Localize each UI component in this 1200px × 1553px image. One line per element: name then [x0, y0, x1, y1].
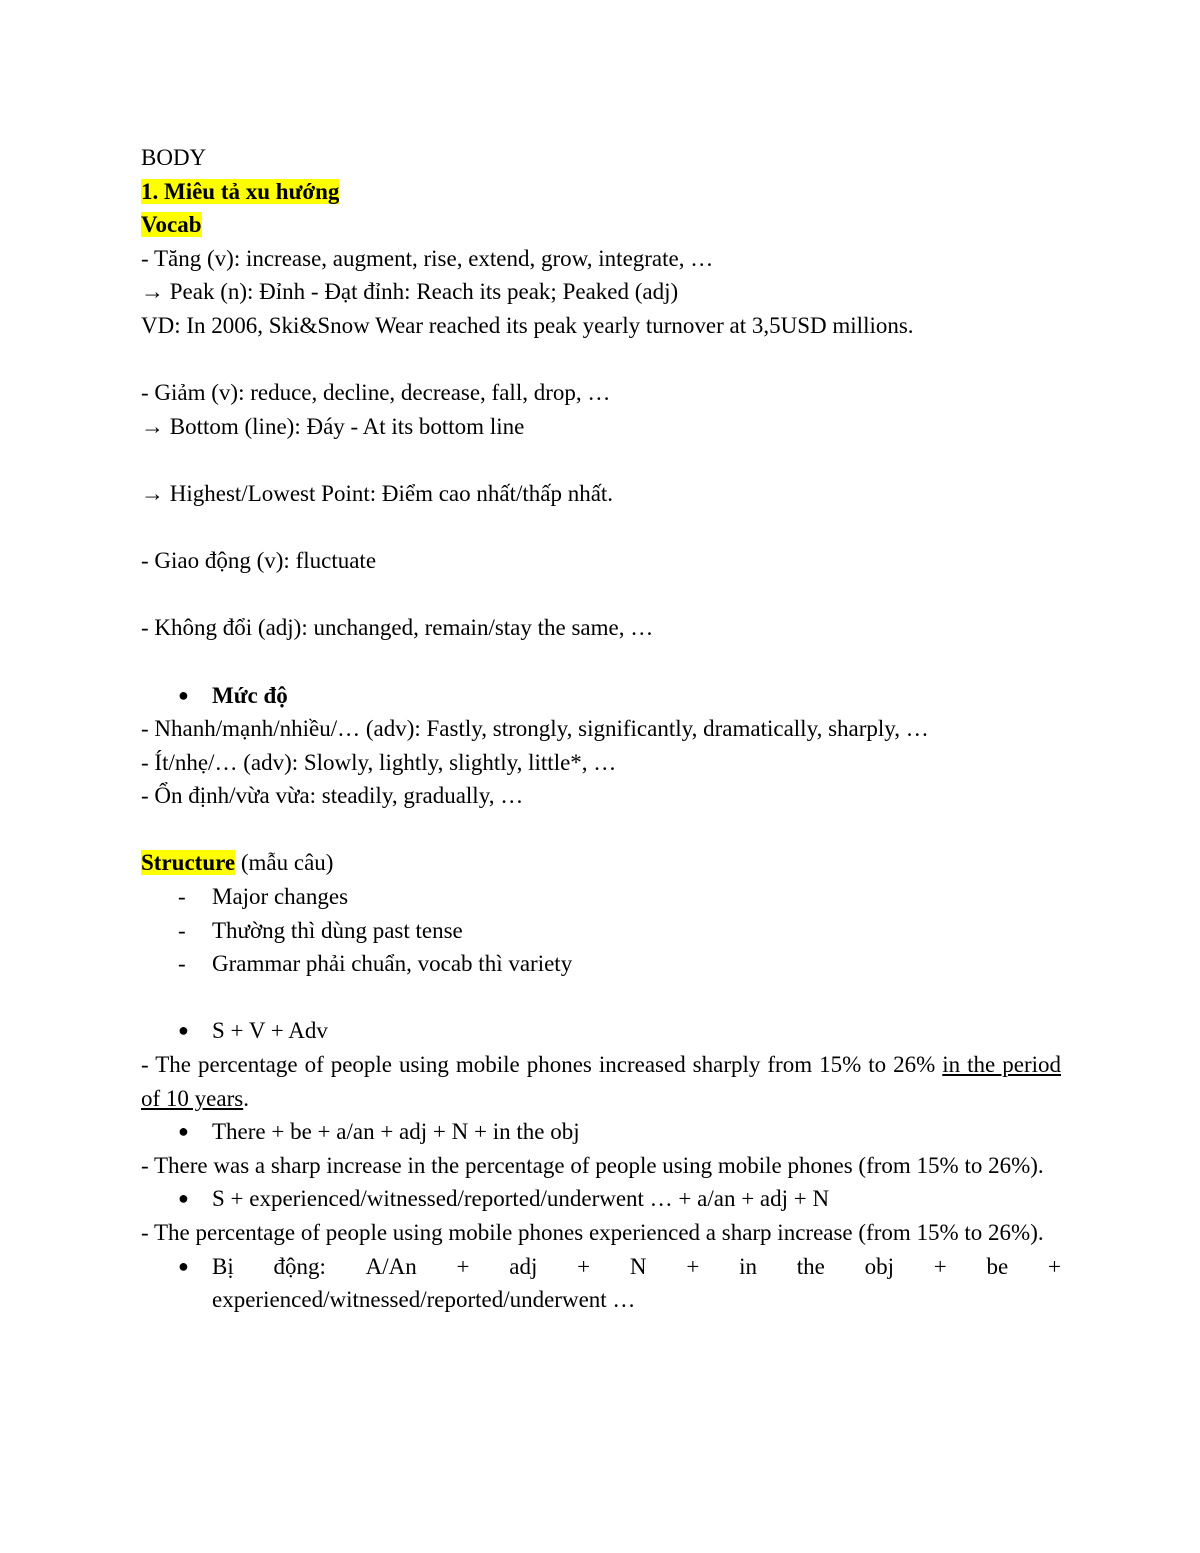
- structure-title: Structure: [141, 850, 236, 876]
- vocab-example-line: VD: In 2006, Ski&Snow Wear reached its peak yearly turnover at 3,5USD millions.: [141, 312, 914, 338]
- doc-heading: BODY: [141, 145, 207, 170]
- structure-item-text: Major changes: [212, 884, 349, 910]
- pattern-text: S + experienced/witnessed/reported/underwent … + a/an + adj + N: [212, 1186, 830, 1212]
- vocab-fluctuate-line: - Giao động (v): fluctuate: [141, 548, 377, 574]
- pattern-text: There + be + a/an + adj + N + in the obj: [212, 1119, 580, 1145]
- example-paragraph: - The percentage of people using mobile phones experienced a sharp increase (from 15% to 26%).: [141, 1220, 1044, 1245]
- example-underlined: in the period of 10 years: [141, 1052, 1061, 1111]
- passive-word: +: [933, 1253, 947, 1279]
- pattern-bullet: [141, 1115, 1061, 1149]
- bullet-dot-icon: ●: [178, 1020, 189, 1041]
- example-paragraph: [141, 1048, 1061, 1115]
- passive-word: +: [1047, 1253, 1061, 1279]
- passive-word: adj: [509, 1253, 538, 1279]
- vocab-unchanged-line: - Không đổi (adj): unchanged, remain/stay the same, …: [141, 615, 654, 641]
- degree-slow-line: - Ít/nhẹ/… (adv): Slowly, lightly, slightly, little*, …: [141, 749, 617, 775]
- structure-item: [141, 914, 1061, 948]
- structure-item: [141, 880, 1061, 914]
- structure-item-text: Thường thì dùng past tense: [212, 917, 463, 943]
- structure-heading: [141, 846, 1061, 880]
- structure-item: [141, 947, 1061, 981]
- bullet-dot-icon: ●: [178, 1188, 189, 1209]
- pattern-text: S + V + Adv: [212, 1018, 328, 1044]
- section-title: 1. Miêu tả xu hướng: [141, 178, 340, 204]
- passive-word: A/An: [365, 1253, 417, 1279]
- vocab-bottom-line: → Bottom (line): Đáy - At its bottom line: [141, 413, 525, 439]
- bullet-dot-icon: ●: [178, 1121, 189, 1142]
- vocab-title: Vocab: [141, 212, 202, 238]
- passive-word: be: [986, 1253, 1009, 1279]
- degree-steady-line: - Ổn định/vừa vừa: steadily, gradually, …: [141, 783, 524, 809]
- example-text: - The percentage of people using mobile phones increased sharply from 15% to 26%: [141, 1052, 943, 1078]
- passive-word: +: [686, 1253, 700, 1279]
- example-end: .: [243, 1085, 249, 1111]
- pattern-bullet: [141, 1014, 1061, 1048]
- dash-icon: -: [178, 917, 186, 943]
- structure-item-text: Grammar phải chuẩn, vocab thì variety: [212, 951, 573, 977]
- passive-word: động:: [273, 1253, 326, 1279]
- structure-suffix: (mẫu câu): [235, 850, 334, 876]
- passive-word: N: [629, 1253, 647, 1279]
- passive-word: in: [739, 1253, 757, 1279]
- example-paragraph: - There was a sharp increase in the percentage of people using mobile phones (from 15% to 26%).: [141, 1152, 1044, 1178]
- degree-fast-line: - Nhanh/mạnh/nhiều/… (adv): Fastly, strongly, significantly, dramatically, sharply, …: [141, 716, 929, 742]
- bullet-dot-icon: ●: [178, 1255, 189, 1276]
- degree-bullet: [141, 679, 1061, 713]
- passive-word: the: [796, 1253, 825, 1279]
- passive-first-line: [212, 1250, 1061, 1284]
- passive-second-line: experienced/witnessed/reported/underwent …: [212, 1287, 636, 1313]
- document-body: [141, 141, 1061, 1317]
- vocab-highest-line: → Highest/Lowest Point: Điểm cao nhất/thấp nhất.: [141, 480, 614, 506]
- dash-icon: -: [178, 951, 186, 977]
- passive-word: Bị: [212, 1253, 234, 1279]
- passive-word: +: [456, 1253, 470, 1279]
- passive-bullet: [141, 1250, 1061, 1317]
- passive-word: obj: [864, 1253, 894, 1279]
- vocab-decrease-line: - Giảm (v): reduce, decline, decrease, fall, drop, …: [141, 380, 611, 406]
- pattern-bullet: [141, 1182, 1061, 1216]
- bullet-dot-icon: ●: [178, 684, 189, 705]
- vocab-increase-line: - Tăng (v): increase, augment, rise, extend, grow, integrate, …: [141, 245, 714, 271]
- degree-title: Mức độ: [212, 682, 288, 708]
- passive-word: +: [577, 1253, 591, 1279]
- vocab-peak-line: → Peak (n): Đỉnh - Đạt đỉnh: Reach its peak; Peaked (adj): [141, 279, 679, 305]
- dash-icon: -: [178, 884, 186, 910]
